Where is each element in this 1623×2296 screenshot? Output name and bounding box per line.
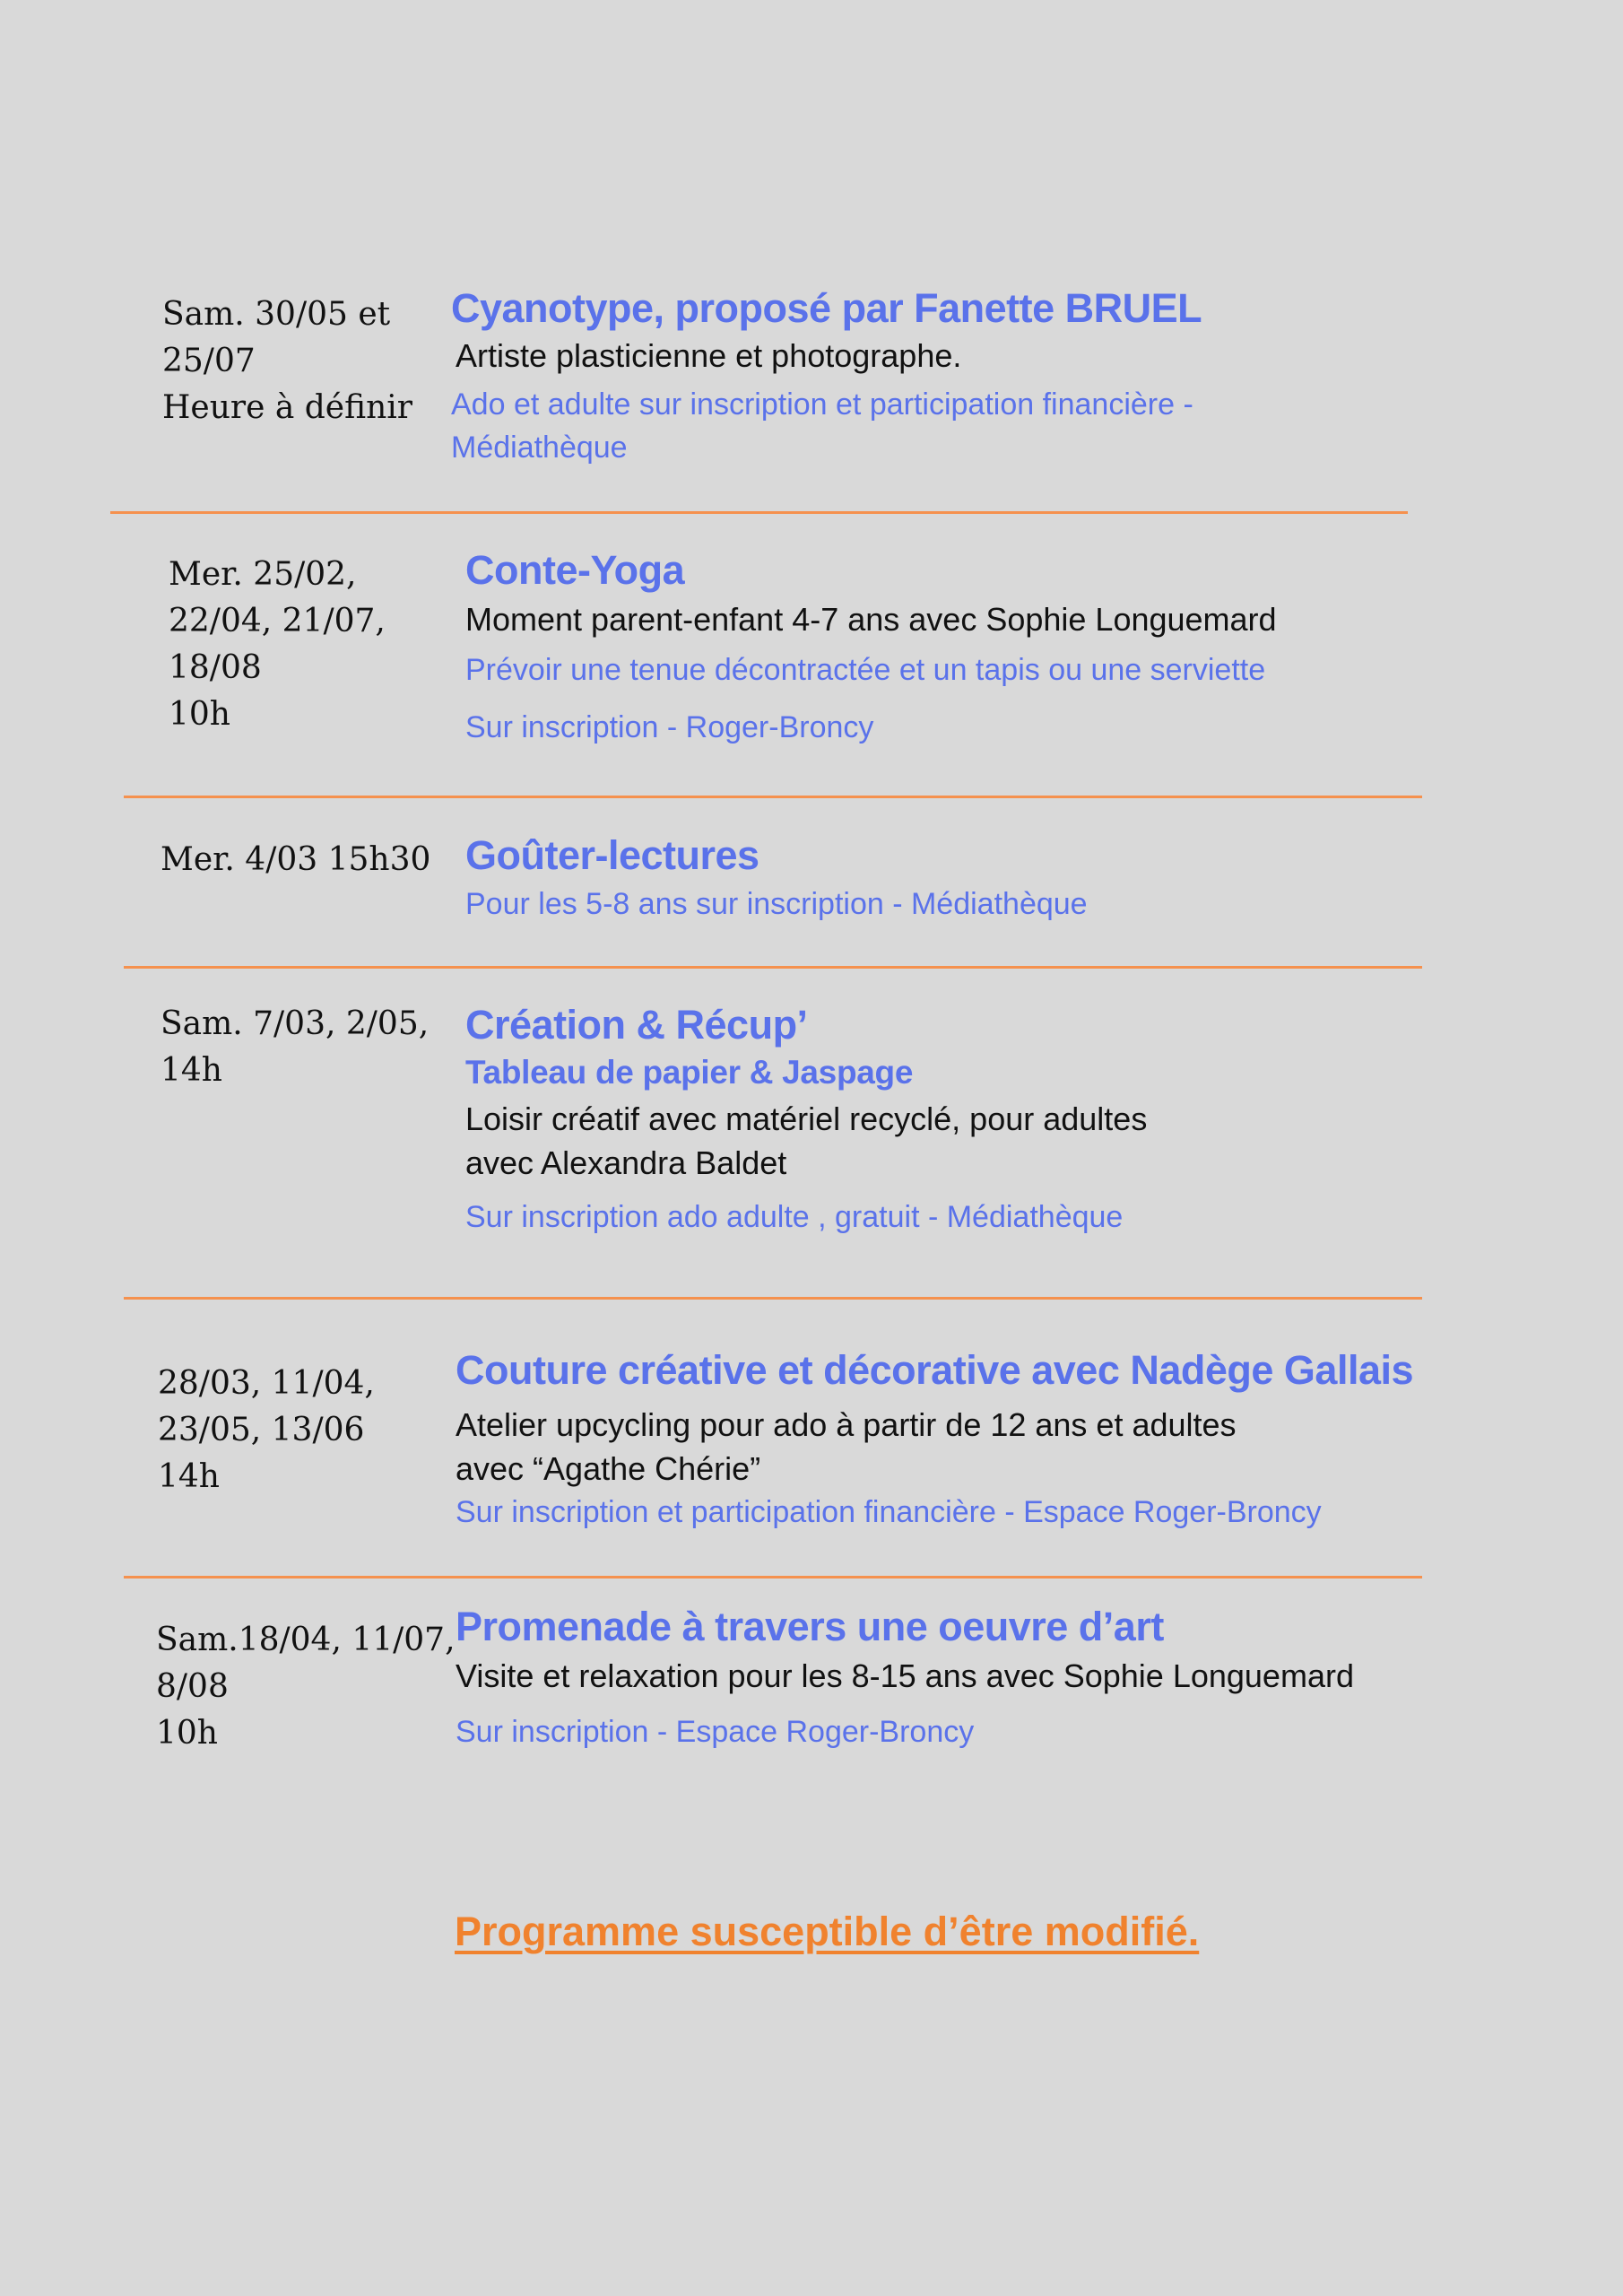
event-info: Ado et adulte sur inscription et participation financière - [451,387,1193,422]
event-description: Artiste plasticienne et photographe. [456,337,962,374]
event-date: Sam. 7/03, 2/05, 14h [161,1005,430,1089]
event-info: Sur inscription ado adulte , gratuit - Médiathèque [465,1200,1124,1234]
event-title: Promenade à travers une oeuvre d’art [456,1604,1164,1649]
event-title: Création & Récup’ [465,1002,808,1048]
event-description: Atelier upcycling pour ado à partir de 12 ans et adultes [456,1406,1237,1443]
event-title: Cyanotype, proposé par Fanette BRUEL [451,285,1202,331]
event-description: Moment parent-enfant 4-7 ans avec Sophie Longuemard [465,601,1277,638]
event-description: Visite et relaxation pour les 8-15 ans avec Sophie Longuemard [456,1657,1354,1694]
event-info: Sur inscription et participation financière - Espace Roger-Broncy [456,1495,1322,1529]
event-date: 28/03, 11/04, 23/05, 13/06 14h [158,1365,375,1495]
separator-line [124,1576,1422,1578]
separator-line [124,1297,1422,1300]
event-details [465,1002,1147,1239]
program-change-note: Programme susceptible d’être modifié. [455,1909,1200,1954]
separator-line [124,966,1422,969]
event-title: Conte-Yoga [465,547,685,593]
event-date: Mer. 25/02, 22/04, 21/07, 18/08 10h [169,556,386,733]
event-title: Goûter-lectures [465,832,759,878]
event-title: Couture créative et décorative avec Nadège Gallais [456,1347,1414,1393]
event-subtitle: Tableau de papier & Jaspage [465,1054,914,1091]
event-info: Sur inscription - Espace Roger-Broncy [456,1715,975,1749]
event-date: Mer. 4/03 15h30 [161,841,431,878]
event-details [465,832,1088,926]
event-info: Prévoir une tenue décontractée et un tapis ou une serviette [465,653,1266,687]
event-details [451,285,1202,469]
event-date: Sam. 30/05 et 25/07 Heure à définir [162,296,413,426]
event-details [465,547,1277,749]
event-description: avec “Agathe Chérie” [456,1450,761,1487]
separator-line [124,796,1422,798]
event-description: Loisir créatif avec matériel recyclé, pour adultes [465,1100,1148,1137]
event-details [456,1604,1354,1753]
event-date: Sam.18/04, 11/07, 8/08 10h [156,1622,456,1752]
event-details [456,1347,1413,1534]
event-location: Sur inscription - Roger-Broncy [465,710,874,744]
separator-line [110,511,1408,514]
event-info: Pour les 5-8 ans sur inscription - Médiathèque [465,887,1088,921]
event-description: avec Alexandra Baldet [465,1144,787,1181]
event-location: Médiathèque [451,430,628,465]
